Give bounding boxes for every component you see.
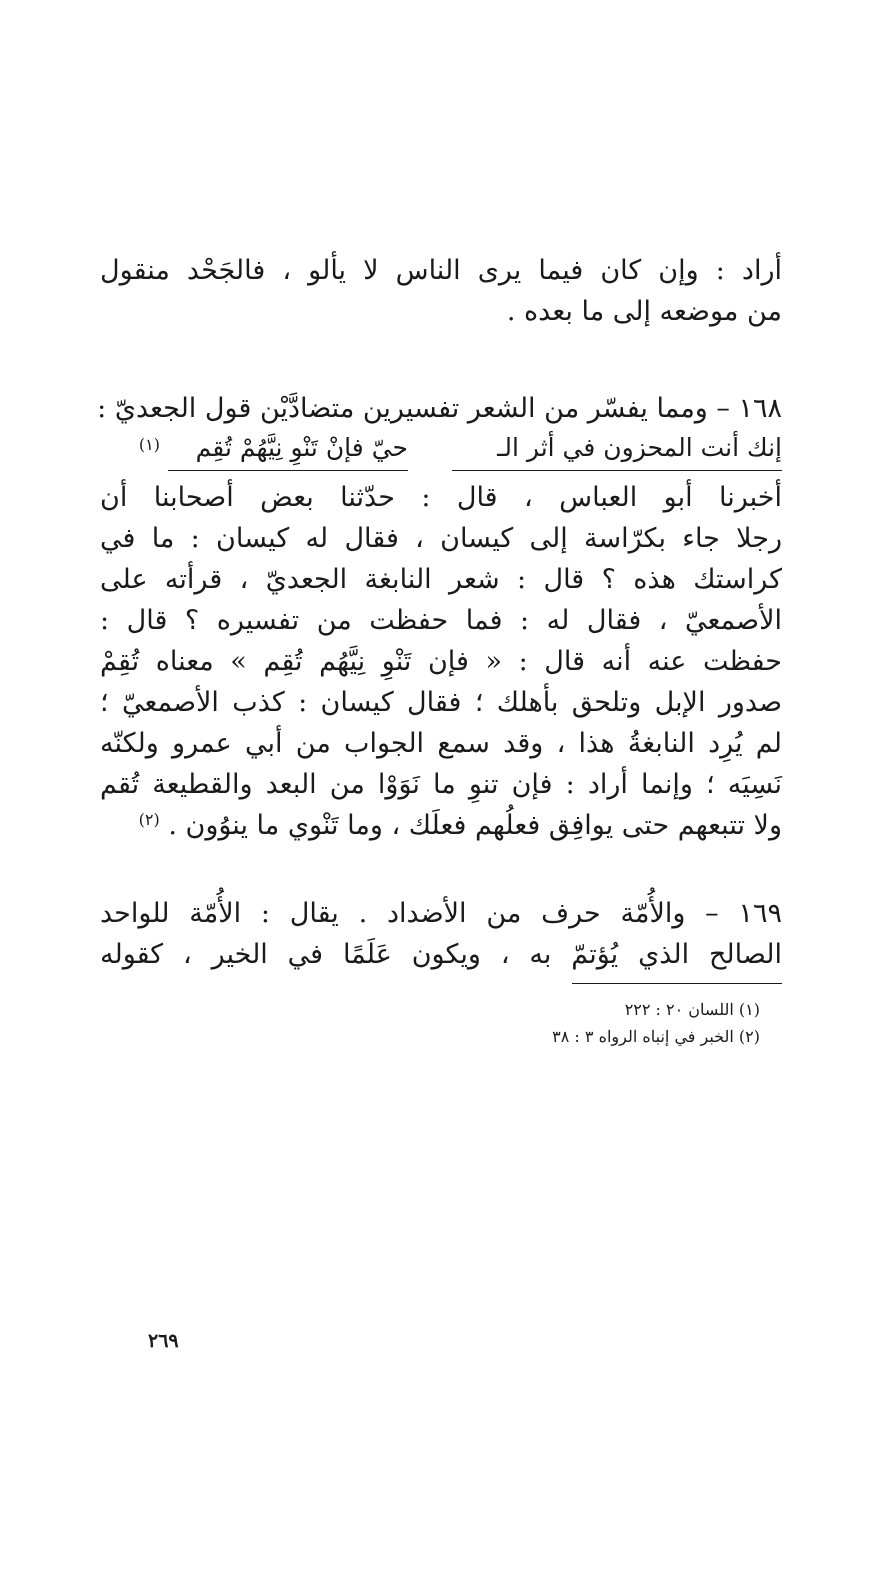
text-line: أراد : وإن كان فيما يرى الناس لا يألو ، فالجَحْد منقول [100,255,782,286]
text-line: كراستك هذه ؟ قال : شعر النابغة الجعديّ ، قرأته على [100,564,782,595]
verse-first-hemistich: إنك أنت المحزون في أثر الـ [452,429,782,471]
section-169 [100,893,782,975]
text-line: من موضعه إلى ما بعده . [506,296,782,327]
text-line: الصالح الذي يُؤتمّ به ، ويكون عَلَمًا في الخير ، كقوله [100,939,782,970]
page-body [97,250,782,1050]
text-line: ١٦٩ – والأُمّة حرف من الأضداد . يقال : الأُمّة للواحد [100,898,782,929]
text-line: حفظت عنه أنه قال : « فإن تَنْوِ نِيَّهُم تُقِم » معناه تُقِمْ [100,646,782,677]
text-line: الأصمعيّ ، فقال له : فما حفظت من تفسيره ؟ قال : [100,605,782,636]
section-heading: ١٦٨ – ومما يفسّر من الشعر تفسيرين متضادَّيْن قول الجعديّ : [97,393,782,424]
text-line: صدور الإبل وتلحق بأهلك ؛ فقال كيسان : كذب الأصمعيّ ؛ [100,687,782,718]
footnote-divider [572,983,782,984]
page-number: ٢٦٩ [148,1330,179,1352]
verse-second-hemistich: حيّ فإنْ تَنْوِ نِيَّهُمْ تُقِم [168,429,408,471]
section-168 [97,388,782,849]
text-line: نَسِيَه ؛ وإنما أراد : فإن تنوِ ما نَوَوْا من البعد والقطيعة تُقم [100,769,782,800]
footnote-marker: (٢) [138,810,160,829]
text-line: أخبرنا أبو العباس ، قال : حدّثنا بعض أصحابنا أن [100,482,782,513]
text-line [100,805,782,849]
poetry-verse [100,429,782,471]
footnote-marker: (١) [138,435,160,454]
footnote: (٢) الخبر في إنباه الرواه ٣ : ٣٨ [552,1027,760,1046]
footnote: (١) اللسان ٢٠ : ٢٢٢ [624,1000,760,1019]
text-line: لم يُرِد النابغةُ هذا ، وقد سمع الجواب من أبي عمرو ولكنّه [100,728,782,759]
text-line-content: ولا تتبعهم حتى يوافِق فعلُهم فعلَك ، وما تَنْوي ما ينوُون . [168,810,782,841]
text-line: رجلا جاء بكرّاسة إلى كيسان ، فقال له كيسان : ما في [100,523,782,554]
footnotes [100,996,782,1050]
intro-paragraph [100,250,782,332]
